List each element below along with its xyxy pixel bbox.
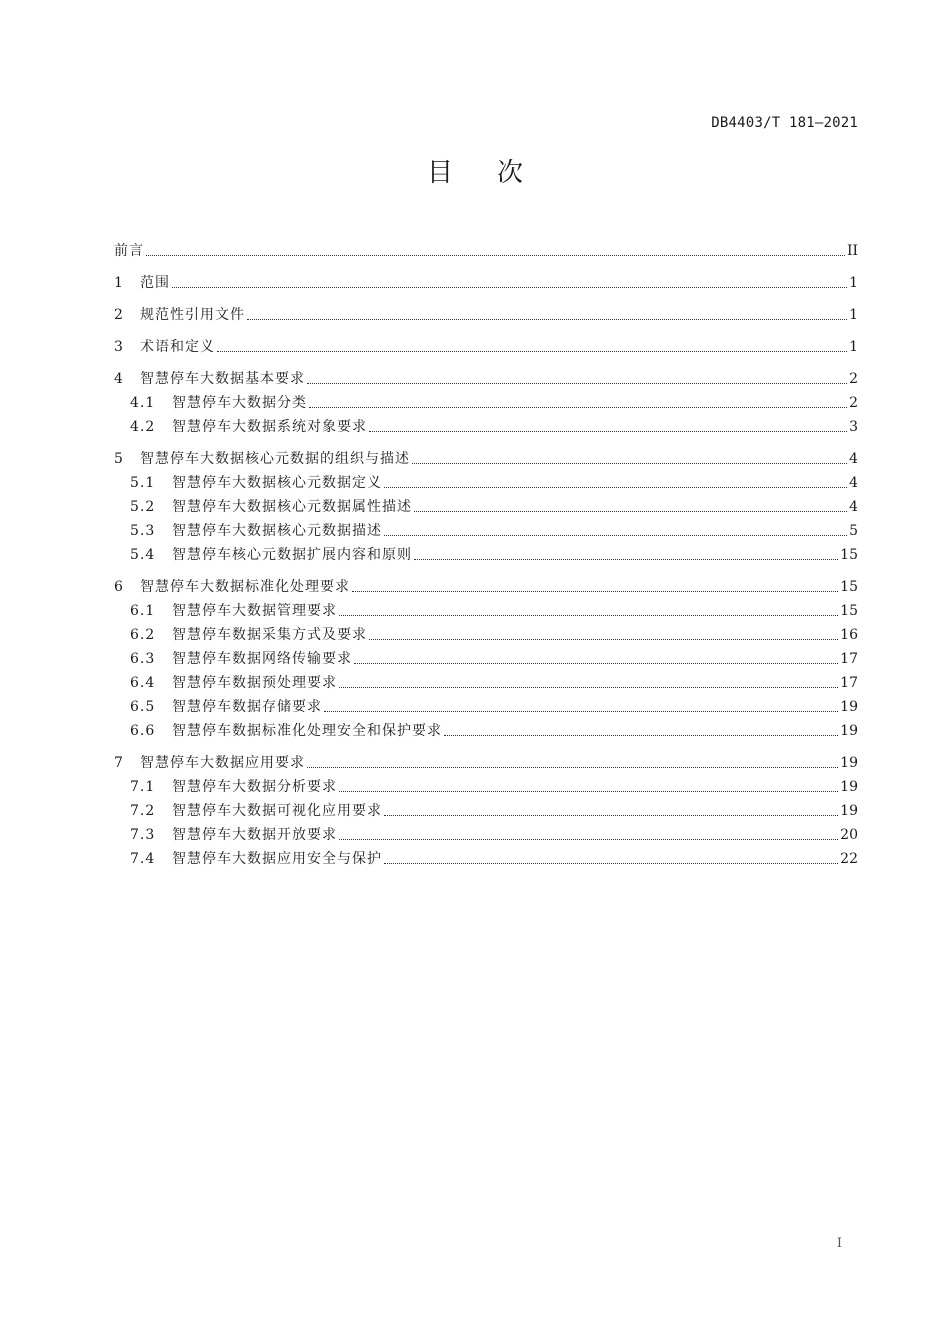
toc-entry-page: 4 (849, 475, 858, 491)
toc-entry[interactable] (130, 824, 858, 846)
toc-leader-dots (309, 407, 847, 408)
toc-entry-title[interactable]: 范围 (140, 275, 170, 291)
toc-entry-number: 5 (114, 451, 123, 467)
toc-entry-number: 6.6 (130, 723, 156, 739)
toc-entry-page: 16 (840, 627, 858, 643)
toc-entry[interactable] (130, 672, 858, 694)
toc-entry-title[interactable]: 智慧停车数据预处理要求 (172, 675, 337, 691)
toc-entry-page: 3 (849, 419, 858, 435)
toc-entry-page: 4 (849, 451, 858, 467)
toc-entry-number: 5.3 (130, 523, 156, 539)
toc-entry-page: 1 (849, 307, 858, 323)
toc-leader-dots (369, 431, 847, 432)
toc-leader-dots (324, 711, 838, 712)
toc-entry[interactable] (130, 392, 858, 414)
toc-entry-page: 1 (849, 275, 858, 291)
toc-entry-title[interactable]: 智慧停车大数据应用安全与保护 (172, 851, 382, 867)
toc-entry-number: 6.5 (130, 699, 156, 715)
toc-entry[interactable] (114, 576, 858, 598)
toc-leader-dots (412, 463, 847, 464)
toc-leader-dots (384, 535, 847, 536)
toc-entry-title[interactable]: 智慧停车大数据分类 (172, 395, 307, 411)
toc-entry-title[interactable]: 智慧停车数据网络传输要求 (172, 651, 352, 667)
toc-entry-title[interactable]: 智慧停车大数据核心元数据定义 (172, 475, 382, 491)
toc-entry-number: 7.3 (130, 827, 156, 843)
toc-entry-page: 19 (840, 699, 858, 715)
toc-leader-dots (146, 255, 845, 256)
toc-entry-number: 6 (114, 579, 123, 595)
toc-entry[interactable] (130, 472, 858, 494)
toc-entry-page: 19 (840, 755, 858, 771)
toc-entry-number: 7.4 (130, 851, 156, 867)
toc-entry-page: 19 (840, 779, 858, 795)
toc-entry-title[interactable]: 智慧停车大数据应用要求 (140, 755, 305, 771)
toc-entry[interactable] (130, 848, 858, 870)
toc-entry[interactable] (130, 800, 858, 822)
page-title: 目次 (426, 158, 567, 188)
toc-entry[interactable] (114, 368, 858, 390)
toc-entry[interactable] (130, 600, 858, 622)
toc-entry-title[interactable]: 智慧停车大数据开放要求 (172, 827, 337, 843)
toc-entry[interactable] (114, 336, 858, 358)
toc-entry[interactable] (130, 624, 858, 646)
toc-entry-page: 2 (849, 395, 858, 411)
toc-leader-dots (339, 687, 838, 688)
toc-entry[interactable] (130, 648, 858, 670)
toc-entry-page: 15 (840, 579, 858, 595)
toc-entry-number: 2 (114, 307, 123, 323)
toc-entry-page: 19 (840, 723, 858, 739)
toc-leader-dots (354, 663, 838, 664)
toc-entry-number: 7.2 (130, 803, 156, 819)
toc-leader-dots (384, 863, 838, 864)
toc-entry-number: 6.1 (130, 603, 156, 619)
toc-leader-dots (444, 735, 838, 736)
toc-leader-dots (339, 839, 838, 840)
toc-entry-number: 7.1 (130, 779, 156, 795)
toc-leader-dots (217, 351, 847, 352)
toc-entry-number: 6.3 (130, 651, 156, 667)
toc-entry-title[interactable]: 智慧停车大数据核心元数据的组织与描述 (140, 451, 410, 467)
toc-entry-page: 19 (840, 803, 858, 819)
toc-leader-dots (307, 383, 847, 384)
toc-leader-dots (384, 487, 847, 488)
toc-entry[interactable] (114, 448, 858, 470)
toc-entry[interactable] (130, 544, 858, 566)
toc-entry[interactable] (114, 752, 858, 774)
toc-entry[interactable] (130, 520, 858, 542)
toc-entry-title[interactable]: 智慧停车大数据系统对象要求 (172, 419, 367, 435)
toc-leader-dots (247, 319, 847, 320)
toc-leader-dots (339, 615, 838, 616)
toc-entry-title[interactable]: 前言 (114, 243, 144, 259)
toc-entry-page: 17 (840, 651, 858, 667)
toc-entry-title[interactable]: 智慧停车数据标准化处理安全和保护要求 (172, 723, 442, 739)
toc-entry-number: 7 (114, 755, 123, 771)
toc-entry-title[interactable]: 智慧停车数据存储要求 (172, 699, 322, 715)
toc-entry-title[interactable]: 智慧停车核心元数据扩展内容和原则 (172, 547, 412, 563)
toc-entry-page: 15 (840, 603, 858, 619)
toc-entry-title[interactable]: 智慧停车大数据分析要求 (172, 779, 337, 795)
toc-leader-dots (369, 639, 838, 640)
toc-entry-number: 4 (114, 371, 123, 387)
toc-entry-number: 5.1 (130, 475, 156, 491)
toc-entry-number: 5.2 (130, 499, 156, 515)
standard-code: DB4403/T 181—2021 (711, 115, 858, 131)
toc-leader-dots (172, 287, 847, 288)
toc-entry-title[interactable]: 智慧停车大数据基本要求 (140, 371, 305, 387)
toc-leader-dots (414, 559, 838, 560)
toc-entry[interactable] (130, 776, 858, 798)
toc-leader-dots (384, 815, 838, 816)
toc-entry-page: 17 (840, 675, 858, 691)
page-number: I (836, 1236, 842, 1251)
toc-leader-dots (414, 511, 847, 512)
toc-entry-title[interactable]: 智慧停车数据采集方式及要求 (172, 627, 367, 643)
toc-entry-number: 6.4 (130, 675, 156, 691)
toc-leader-dots (352, 591, 838, 592)
toc-entry-title[interactable]: 术语和定义 (140, 339, 215, 355)
toc-entry-title[interactable]: 智慧停车大数据管理要求 (172, 603, 337, 619)
toc-entry-title[interactable]: 智慧停车大数据标准化处理要求 (140, 579, 350, 595)
toc-entry-title[interactable]: 规范性引用文件 (140, 307, 245, 323)
toc-entry[interactable] (130, 696, 858, 718)
toc-entry-number: 1 (114, 275, 123, 291)
toc-entry-page: 20 (840, 827, 858, 843)
toc-entry-number: 4.2 (130, 419, 156, 435)
toc-entry-page: II (846, 243, 858, 259)
toc-entry-number: 6.2 (130, 627, 156, 643)
toc-leader-dots (339, 791, 838, 792)
toc-entry[interactable] (114, 304, 858, 326)
toc-entry[interactable] (130, 496, 858, 518)
toc-entry-page: 15 (840, 547, 858, 563)
toc-entry-title[interactable]: 智慧停车大数据核心元数据属性描述 (172, 499, 412, 515)
toc-entry-number: 5.4 (130, 547, 156, 563)
toc-entry-page: 1 (849, 339, 858, 355)
toc-entry[interactable] (114, 272, 858, 294)
toc-entry-number: 3 (114, 339, 123, 355)
toc-leader-dots (307, 767, 838, 768)
toc-entry-page: 5 (849, 523, 858, 539)
toc-entry-title[interactable]: 智慧停车大数据核心元数据描述 (172, 523, 382, 539)
toc-entry-page: 2 (849, 371, 858, 387)
toc-entry-page: 4 (849, 499, 858, 515)
toc-entry-number: 4.1 (130, 395, 156, 411)
toc-entry-title[interactable]: 智慧停车大数据可视化应用要求 (172, 803, 382, 819)
toc-entry[interactable] (114, 240, 858, 262)
toc-entry[interactable] (130, 720, 858, 742)
toc-entry-page: 22 (840, 851, 858, 867)
toc-entry[interactable] (130, 416, 858, 438)
